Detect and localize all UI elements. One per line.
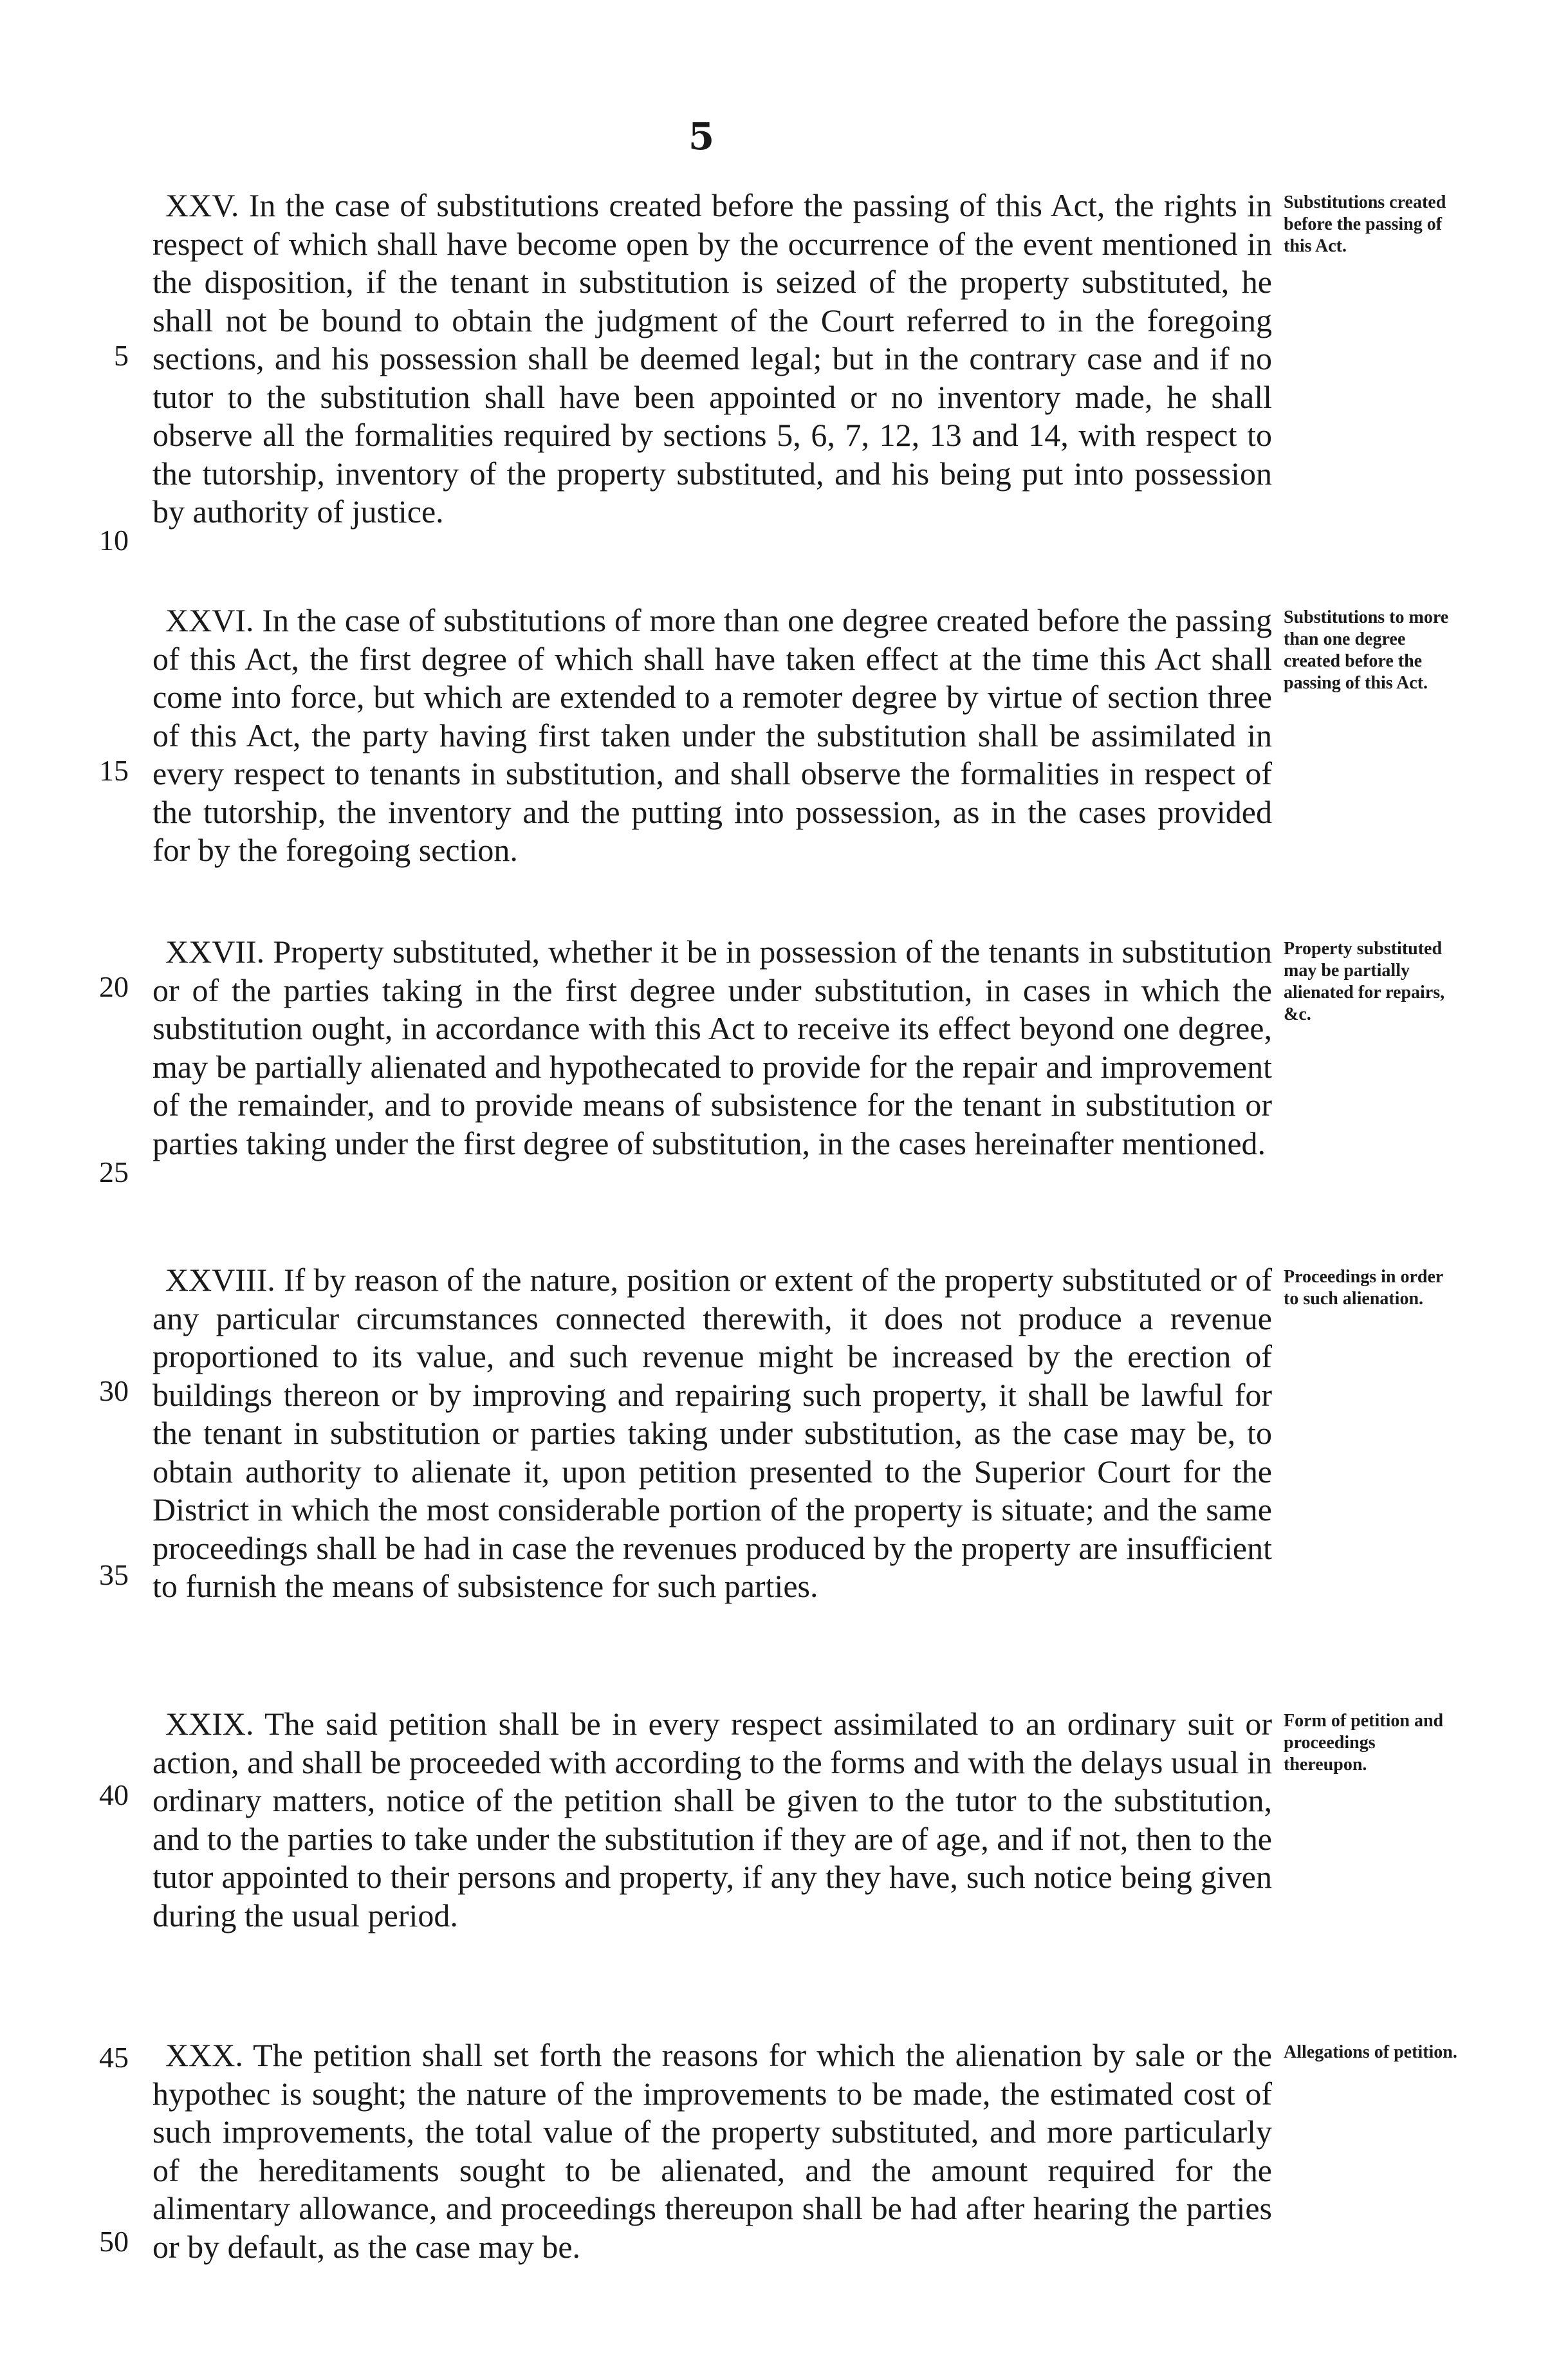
- section-number: XXVII.: [165, 934, 265, 970]
- margin-note-xxvii: Property substituted may be partially alienated for repairs, &c.: [1284, 939, 1445, 1024]
- margin-note-xxviii: Proceedings in order to such alienation.: [1284, 1267, 1443, 1309]
- line-number: 45: [99, 2041, 129, 2074]
- section-text: In the case of substitutions of more than one degree created before the passing of this Act, the first degree of which shall have taken effect at the time this Act shall come into force, but which are extended to a remoter degree by virtue of section three of this Act, the party having first taken under the substitution shall be assimilated in every respect to tenants in substitution, and shall observe the formalities in respect of the tutorship, the inventory and the putting into possession, as in the cases provided for by the foregoing section.: [152, 602, 1273, 868]
- margin-note-xxv: Substitutions created before the passing of this Act.: [1284, 192, 1446, 256]
- section-xxix: [152, 1705, 1272, 1935]
- section-number: XXVIII.: [165, 1262, 275, 1298]
- line-number: 5: [114, 339, 129, 372]
- page-number: 5: [688, 115, 715, 158]
- section-xxviii: [152, 1261, 1272, 1606]
- section-text: If by reason of the nature, position or extent of the property substituted or of any particular circumstances connected therewith, it does not produce a revenue proportioned to its value, and such revenue might be increased by the erection of buildings thereon or by improving and repairing such property, it shall be lawful for the tenant in substitution or parties taking under substitution, as the case may be, to obtain authority to alienate it, upon petition presented to the Superior Court for the District in which the most considerable portion of the property is situate; and the same proceedings shall be had in case the revenues produced by the property are insufficient to furnish the means of subsistence for such parties.: [152, 1262, 1272, 1604]
- margin-note-xxx: Allegations of petition.: [1284, 2042, 1457, 2062]
- margin-note-xxix: Form of petition and proceedings thereupon.: [1284, 1711, 1444, 1775]
- line-number: 40: [99, 1778, 129, 1811]
- line-number: 15: [99, 754, 129, 787]
- section-text: In the case of substitutions created before the passing of this Act, the rights in respect of which shall have become open by the occurrence of the event mentioned in the disposition, if the tenant in substitution is seized of the property substituted, he shall not be bound to obtain the judgment of the Court referred to in the foregoing sections, and his possession shall be deemed legal; but in the contrary case and if no tutor to the substitution shall have been appointed or no inventory made, he shall observe all the formalities required by sections 5, 6, 7, 12, 13 and 14, with respect to the tutorship, inventory of the property substituted, and his being put into possession by authority of justice.: [152, 187, 1273, 530]
- line-number: 50: [99, 2225, 129, 2258]
- section-number: XXVI.: [165, 602, 254, 638]
- section-xxx: [152, 2036, 1272, 2266]
- line-number: 30: [99, 1374, 129, 1407]
- line-number: 20: [99, 970, 129, 1003]
- section-number: XXIX.: [165, 1706, 254, 1742]
- margin-note-xxvi: Substitutions to more than one degree created before the passing of this Act.: [1284, 607, 1449, 693]
- section-text: Property substituted, whether it be in possession of the tenants in substitution or of the parties taking in the first degree under substitution, in cases in which the substitution ought, in accordance with this Act to receive its effect beyond one degree, may be partially alienated and hypothecated to provide for the repair and improvement of the remainder, and to provide means of subsistence for the tenant in substitution or parties taking under the first degree of substitution, in the cases hereinafter mentioned.: [152, 934, 1273, 1161]
- line-number: 10: [99, 524, 129, 557]
- section-number: XXX.: [165, 2037, 243, 2073]
- section-xxvi: [152, 602, 1272, 870]
- section-xxvii: [152, 933, 1272, 1163]
- section-xxv: [152, 187, 1272, 531]
- section-number: XXV.: [165, 187, 239, 223]
- section-text: The said petition shall be in every respect assimilated to an ordinary suit or action, and shall be proceeded with according to the forms and with the delays usual in ordinary matters, notice of the petition shall be given to the tutor to the substitution, and to the parties to take under the substitution if they are of age, and if not, then to the tutor appointed to their persons and property, if any they have, such notice being given during the usual period.: [152, 1706, 1272, 1933]
- line-number: 35: [99, 1558, 129, 1591]
- line-number: 25: [99, 1156, 129, 1188]
- section-text: The petition shall set forth the reasons for which the alienation by sale or the hypothec is sought; the nature of the improvements to be made, the estimated cost of such improvements, the total value of the property substituted, and more particularly of the hereditaments sought to be alienated, and the amount required for the alimentary allowance, and proceedings thereupon shall be had after hearing the parties or by default, as the case may be.: [152, 2037, 1272, 2265]
